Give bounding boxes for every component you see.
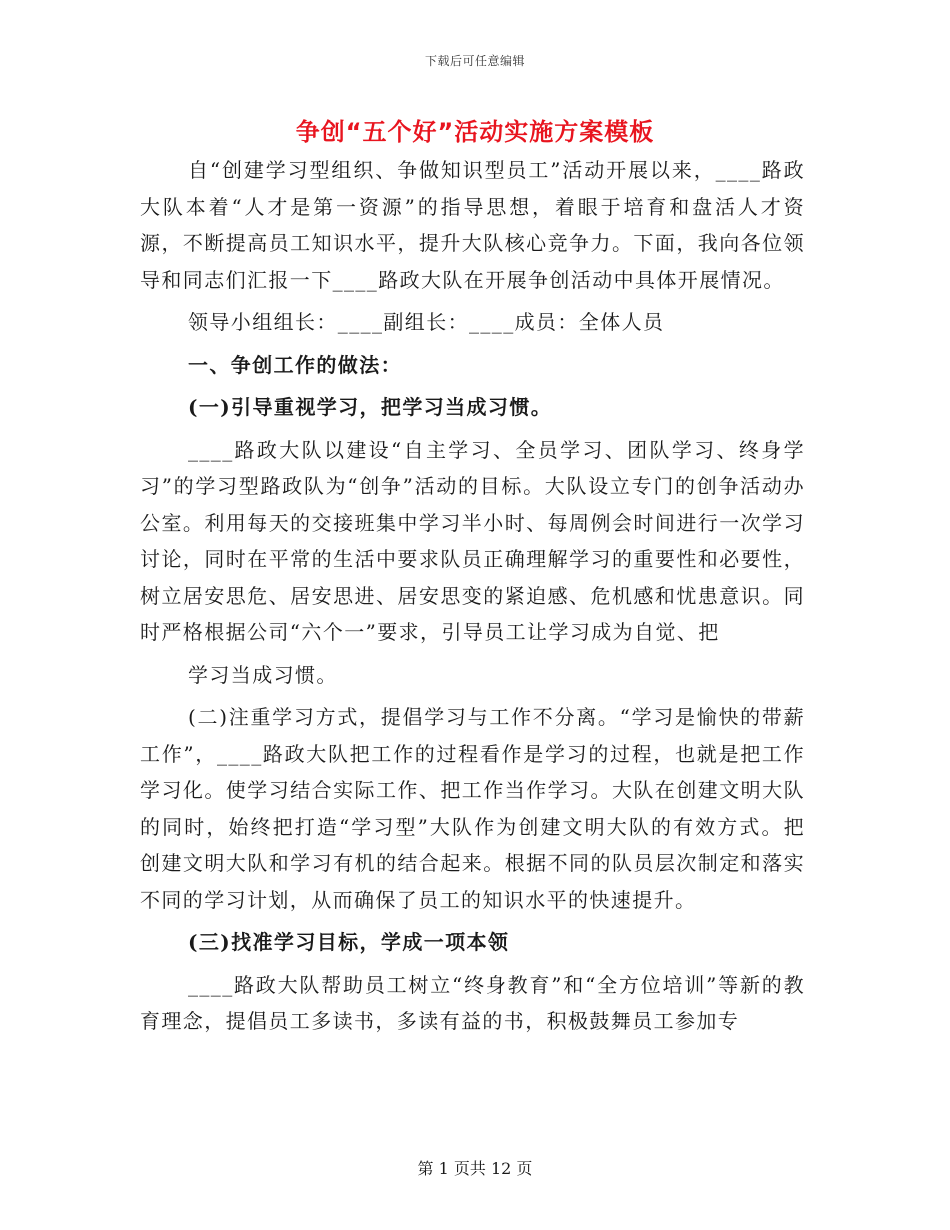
page-header-note: 下载后可任意编辑 [424, 54, 525, 68]
subsection-body-2: (二)注重学习方式，提倡学习与工作不分离。“学习是愉快的带薪工作”，____路政大队把工作的过程看作是学习的过程，也就是把工作学习化。使学习结合实际工作、把工作当作学习。大队在创建文明大队的同时，始终把打造“学习型”大队作为创建文明大队的有效方式。把创建文明大队和学习有机的结合起来。根据不同的队员层次制定和落实不同的学习计划，从而确保了员工的知识水平的快速提升。 [140, 705, 805, 912]
subsection-body-1-tail: 学习当成习惯。 [188, 662, 338, 687]
leadership-line: 领导小组组长：____副组长：____成员：全体人员 [188, 310, 665, 334]
subsection-body-1: ____路政大队以建设“自主学习、全员学习、团队学习、终身学习”的学习型路政队为“创争”活动的目标。大队设立专门的创争活动办公室。利用每天的交接班集中学习半小时、每周例会时间进行一次学习讨论，同时在平常的生活中要求队员正确理解学习的重要性和必要性，树立居安思危、居安思进、居安思变的紧迫感、危机感和忧患意识。同时严格根据公司“六个一”要求，引导员工让学习成为自觉、把 [140, 437, 805, 644]
section-heading: 一、争创工作的做法： [188, 352, 402, 377]
document-title: 争创“五个好”活动实施方案模板 [295, 118, 655, 146]
page-number: 第 1 页共 12 页 [417, 1159, 533, 1178]
subsection-body-3: ____路政大队帮助员工树立“终身教育”和“全方位培训”等新的教育理念，提倡员工多读书，多读有益的书，积极鼓舞员工参加专 [140, 972, 805, 1033]
intro-paragraph: 自“创建学习型组织、争做知识型员工”活动开展以来，____路政大队本着“人才是第一资源”的指导思想，着眼于培育和盘活人才资源，不断提高员工知识水平，提升大队核心竞争力。下面，我向各位领导和同志们汇报一下____路政大队在开展争创活动中具体开展情况。 [140, 158, 805, 292]
document-body [140, 152, 805, 1046]
subsection-heading-3: (三)找准学习目标，学成一项本领 [188, 930, 510, 954]
subsection-heading-1: (一)引导重视学习，把学习当成习惯。 [188, 395, 553, 419]
